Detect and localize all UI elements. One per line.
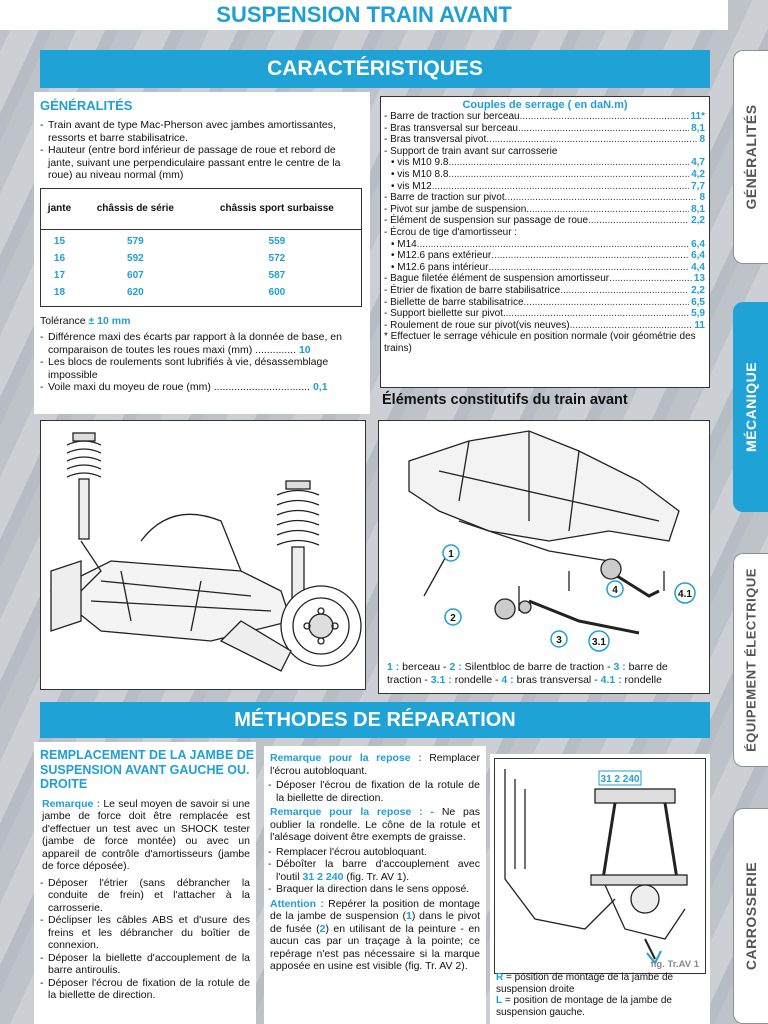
elements-illustration [378, 420, 710, 694]
note-text: * Effectuer le serrage véhicule en position normale (voir géométrie des trains) [384, 331, 696, 354]
callout-1: 1 [448, 549, 454, 560]
torque-label: • vis M10 8.8 [391, 168, 449, 180]
torque-value: 7,7 [691, 180, 705, 192]
list-value: 0,1 [312, 381, 328, 393]
table-cell: 592 [127, 252, 144, 264]
table-header: châssis sport surbaisse [193, 188, 362, 229]
dot-leader [524, 297, 690, 309]
dot-leader [570, 320, 693, 332]
fig-av1-legend [496, 972, 710, 1018]
dot-leader [486, 134, 697, 146]
torque-label: - Élément de suspension sur passage de roue [384, 215, 589, 227]
repose-step-list-1 [266, 779, 480, 804]
torque-line [381, 285, 709, 297]
caption-key: 4.1 : [600, 673, 622, 686]
callout-3: 3 [556, 635, 562, 646]
torque-label: - Barre de traction sur berceau [384, 111, 520, 122]
couples-list [381, 111, 709, 331]
torque-value: 8 [699, 192, 705, 204]
fig-av1-illustration [494, 758, 706, 974]
couples-serrage-box [380, 96, 710, 388]
torque-line [381, 111, 709, 123]
torque-line [381, 192, 709, 204]
torque-label: - Support biellette sur pivot [384, 308, 503, 320]
caption-text: barre de traction - [387, 661, 668, 686]
list-item: - Déposer l'écrou de fixation de la rotule de la biellette de direction. [38, 977, 250, 1002]
list-text: Voile maxi du moyeu de roue (mm) ................................. [48, 381, 311, 393]
legend-key: L [496, 995, 503, 1006]
caption-key: 3.1 : [430, 673, 452, 686]
legend-item [496, 995, 710, 1018]
tolerance-label: Tolérance [40, 314, 86, 327]
list-item [266, 858, 480, 883]
list-item: - Train avant de type Mac-Pherson avec jambes amortissantes, ressorts et barre stabilisatrice. [38, 119, 362, 144]
torque-label: • M12.6 pans extérieur [391, 250, 492, 262]
torque-value: 6,5 [691, 296, 705, 308]
elements-title: Éléments constitutifs du train avant [382, 392, 628, 408]
remplacement-block [34, 742, 256, 1024]
subframe-drawing [379, 421, 709, 659]
suspension-illustration [40, 420, 366, 690]
torque-line [381, 273, 709, 285]
step-text: Déboîter la barre d'accouplement avec l'outil [276, 858, 480, 883]
dot-leader [560, 285, 689, 297]
torque-value: 4,2 [691, 168, 705, 180]
torque-label: • M14 [391, 238, 417, 250]
attention-text: ) dans le pivot de fusée ( [270, 910, 480, 935]
callouts [443, 545, 695, 651]
dot-leader [432, 181, 689, 193]
tab-equipement-electrique[interactable] [733, 553, 768, 767]
torque-label: • vis M10 9.8 [391, 157, 449, 169]
tolerance-line [40, 315, 370, 328]
attention-text: Repérer la position de montage de la jambe de suspension ( [270, 897, 480, 922]
table-cell: 600 [268, 286, 286, 298]
tab-label: ÉQUIPEMENT ÉLECTRIQUE [743, 568, 759, 752]
torque-value: 4,7 [691, 157, 705, 169]
section-header-methodes: MÉTHODES DE RÉPARATION [40, 702, 710, 738]
figure-caption: fig. Tr.AV 1 [650, 959, 699, 970]
torque-line [381, 181, 709, 193]
page-title: SUSPENSION TRAIN AVANT [0, 0, 728, 30]
legend-text: = position de montage de la jambe de suspension droite [496, 972, 674, 995]
table-cell: 17 [53, 269, 66, 281]
list-value: 10 [298, 343, 311, 356]
torque-value: 6,4 [691, 238, 705, 250]
caption-text: Silentbloc de barre de traction - [461, 661, 614, 673]
remarque-text: Remplacer l'écrou autobloquant. [270, 752, 480, 777]
list-text: Les blocs de roulements sont lubrifiés à vie, désassemblage impossible [48, 356, 329, 381]
torque-line [381, 169, 709, 181]
caption-key: 3 : [613, 661, 626, 673]
hauteur-table [40, 188, 362, 307]
dot-leader [488, 262, 689, 274]
torque-label: • vis M12 [391, 180, 432, 192]
torque-line [381, 227, 709, 239]
torque-line [381, 157, 709, 169]
remarque-paragraph [42, 798, 250, 873]
table-cell: 15 [53, 235, 66, 247]
table-cell: 587 [268, 269, 286, 281]
torque-value: 5,9 [691, 308, 705, 320]
torque-label: - Écrou de tige d'amortisseur : [384, 226, 518, 238]
couples-heading: Couples de serrage ( en daN.m) [462, 99, 628, 111]
tool-ref: 31 2 240 [302, 870, 344, 883]
torque-label: - Biellette de barre stabilisatrice [384, 296, 524, 308]
list-item [38, 381, 362, 394]
torque-value: 2,2 [691, 284, 705, 296]
table-row [41, 250, 362, 267]
caption-text: rondelle - [451, 673, 502, 686]
torque-line [381, 123, 709, 135]
table-header: châssis de série [78, 188, 193, 229]
torque-value: 8,1 [691, 203, 705, 215]
callout-2: 2 [450, 613, 456, 624]
remplacement-steps [38, 877, 250, 1002]
legend-item [496, 972, 710, 995]
repose-remarque-1 [270, 752, 480, 777]
caption-key: 2 : [449, 661, 462, 673]
list-item: - Remplacer l'écrou autobloquant. [266, 846, 480, 859]
list-item: - Hauteur (entre bord inférieur de passage de roue et rebord de jante, suivant une perpendiculaire passant entre le centre de la roue) au niveau normal (mm) [38, 144, 362, 182]
torque-label: - Bras transversal pivot [384, 134, 487, 146]
torque-line [381, 320, 709, 332]
table-row [41, 284, 362, 307]
attention-text: ) en utilisant de la peinture - en aucun cas par un traçage à la pointe; ce repérage n'est pas nécessaire si la marque apposée en usine est visible (fig. Tr. AV 2). [270, 922, 480, 972]
torque-value: 11 [694, 319, 705, 331]
tab-generalites[interactable] [733, 50, 768, 264]
torque-value: 11* [690, 111, 705, 122]
list-item: - Déposer la biellette d'accouplement de la barre antiroulis. [38, 952, 250, 977]
torque-value: 8,1 [691, 122, 705, 134]
list-text: Différence maxi des écarts par rapport à la donnée de base, en comparaison de toutes les roues maxi (mm) .............. [48, 331, 342, 356]
torque-label: - Bras transversal sur berceau [384, 122, 518, 134]
table-row [41, 229, 362, 250]
tab-label: MÉCANIQUE [743, 361, 759, 453]
torque-line [381, 250, 709, 262]
legend-text: = position de montage de la jambe de suspension gauche. [496, 995, 672, 1018]
remarque-text: Ne pas oublier la rondelle. Le cône de la rotule et l'alésage doivent être exempts de graisse. [270, 806, 480, 843]
callout-4-1: 4.1 [678, 589, 692, 600]
attention-label: Attention : [270, 897, 324, 910]
dot-leader [588, 215, 689, 227]
dot-leader [609, 273, 692, 285]
dot-leader [491, 250, 689, 262]
attention-ref: 1 [405, 910, 412, 922]
torque-line [381, 134, 709, 146]
tab-carrosserie[interactable] [733, 808, 768, 1024]
fig-ref: (fig. Tr. AV 1). [346, 870, 410, 883]
torque-label: - Roulement de roue sur pivot(vis neuves) [384, 319, 570, 331]
tab-mecanique[interactable] [733, 302, 768, 512]
torque-value: 6,4 [691, 250, 705, 262]
caption-key: 4 : [501, 673, 514, 686]
repose-remarque-2 [270, 806, 480, 844]
table-cell: 620 [127, 286, 144, 298]
list-item [38, 331, 362, 356]
caption-key: 1 : [387, 661, 400, 673]
remarque-text: Le seul moyen de savoir si une jambe de force doit être remplacée est d'effectuer un test avec un SHOCK tester (jambe de force montée) ou avec un appareil de contrôle d'amortisseurs (jambe de force déposée). [42, 797, 251, 872]
generalites-list-2 [38, 331, 362, 394]
remarque-label: Remarque : [42, 797, 101, 810]
fig-av1-block [490, 754, 710, 1024]
torque-value: 2,2 [691, 215, 705, 227]
generalites-heading: GÉNÉRALITÉS [40, 98, 133, 113]
torque-line [381, 308, 709, 320]
dot-leader [448, 169, 689, 181]
torque-value: 4,4 [691, 261, 705, 273]
table-cell: 18 [53, 286, 66, 298]
couples-note [381, 331, 709, 354]
list-item [38, 356, 362, 381]
table-cell: 572 [268, 252, 286, 264]
torque-line [381, 297, 709, 309]
torque-label: - Bague filetée élément de suspension amortisseur [384, 273, 610, 285]
repose-step-list-2 [266, 846, 480, 896]
table-cell: 559 [268, 235, 286, 247]
elements-caption [387, 661, 703, 686]
table-cell: 16 [53, 252, 66, 264]
torque-line [381, 262, 709, 274]
tool-label: 31 2 240 [600, 774, 640, 785]
caption-text: bras transversal - [513, 673, 601, 686]
torque-line [381, 239, 709, 251]
list-item: - Déclipser les câbles ABS et d'usure des freins et les débrancher du boîtier de connexion. [38, 914, 250, 952]
tab-label: GÉNÉRALITÉS [743, 104, 759, 210]
table-cell: 607 [127, 269, 144, 281]
torque-value: 13 [693, 273, 705, 285]
dot-leader [417, 239, 689, 251]
list-item: - Braquer la direction dans le sens opposé. [266, 883, 480, 896]
remarque-label: Remarque pour la repose : - [270, 806, 434, 818]
suspension-drawing [41, 421, 365, 689]
torque-line [381, 215, 709, 227]
caption-text: berceau - [399, 661, 450, 673]
torque-line [381, 204, 709, 216]
torque-line [381, 146, 709, 158]
torque-value: 8 [699, 134, 705, 146]
dot-leader [518, 123, 689, 135]
torque-label: • M12.6 pans intérieur [391, 261, 489, 273]
table-cell: 579 [127, 235, 144, 247]
caption-text: rondelle [621, 673, 662, 686]
tolerance-value: ± 10 mm [88, 314, 131, 327]
generalites-block [34, 92, 370, 414]
legend-key: R [496, 972, 504, 983]
tab-label: CARROSSERIE [743, 861, 759, 971]
callout-4: 4 [612, 585, 618, 596]
table-row [41, 267, 362, 284]
dot-leader [520, 111, 689, 123]
torque-label: - Pivot sur jambe de suspension [384, 203, 527, 215]
repose-block [264, 746, 486, 1024]
dot-leader [448, 157, 689, 169]
dot-leader [505, 192, 698, 204]
dot-leader [526, 204, 689, 216]
torque-label: - Barre de traction sur pivot [384, 192, 505, 204]
table-header: jante [41, 188, 78, 229]
dot-leader [503, 308, 689, 320]
attention-paragraph [270, 898, 480, 973]
section-header-caracteristiques: CARACTÉRISTIQUES [40, 50, 710, 88]
attention-ref: 2 [319, 922, 326, 935]
list-item: - Déposer l'étrier (sans débrancher la conduite de frein) et l'attacher à la carrosserie. [38, 877, 250, 915]
remarque-label: Remarque pour la repose : [270, 752, 422, 764]
torque-label: - Support de train avant sur carrosserie [384, 145, 558, 157]
torque-label: - Étrier de fixation de barre stabilisatrice [384, 284, 561, 296]
remplacement-heading: REMPLACEMENT DE LA JAMBE DE SUSPENSION AVANT GAUCHE OU. DROITE [40, 748, 255, 791]
list-item: - Déposer l'écrou de fixation de la rotule de la biellette de direction. [266, 779, 480, 804]
tool-drawing [495, 759, 705, 973]
callout-3-1: 3.1 [592, 637, 606, 648]
generalites-list [38, 119, 362, 182]
